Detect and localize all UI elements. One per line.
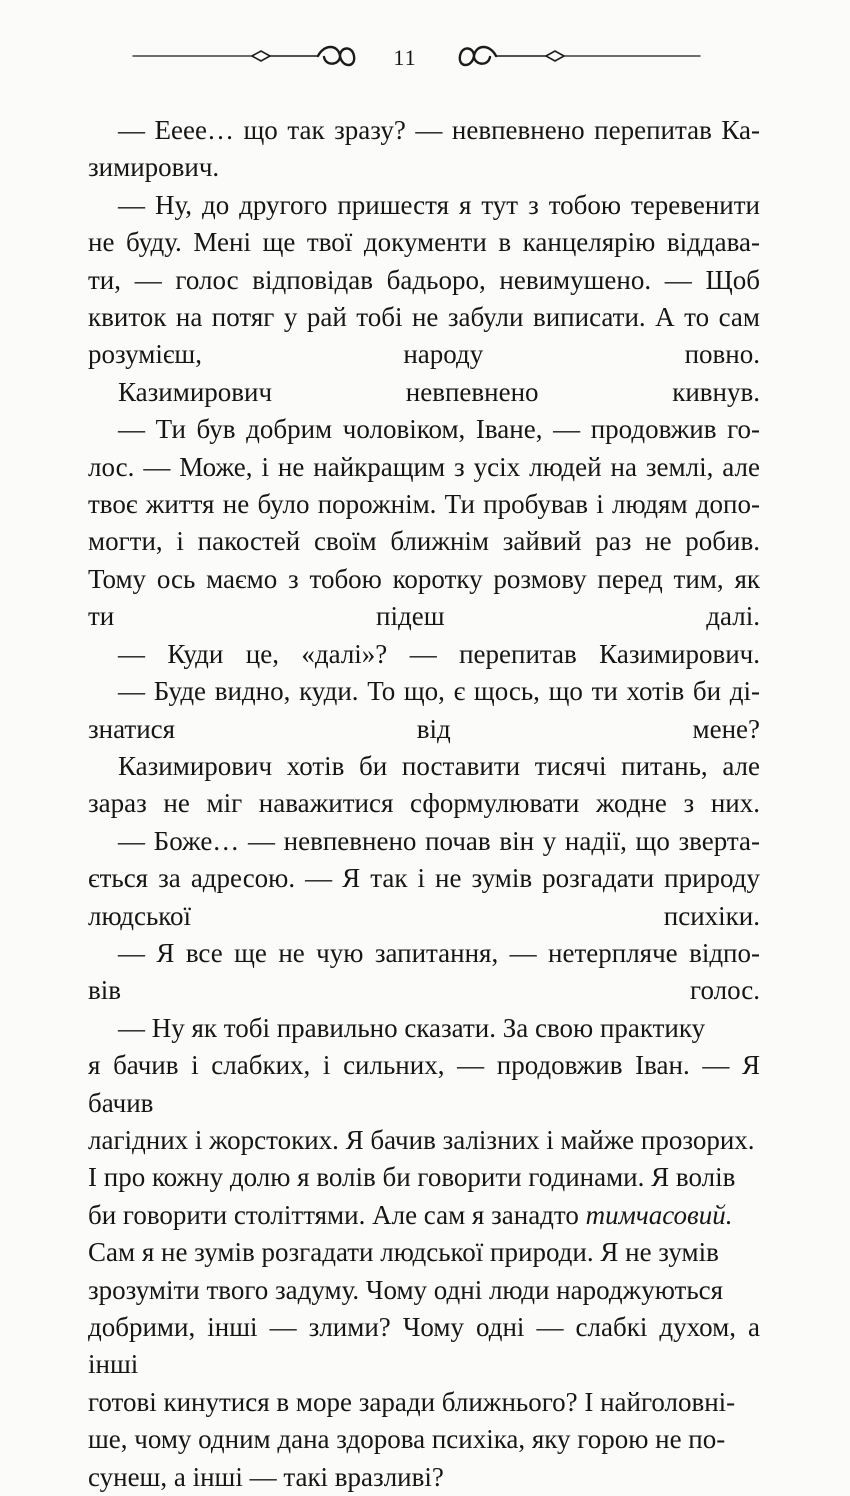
text-line: — Я все ще не чую запитання, — нетерпляче відпо-: [118, 937, 760, 968]
text-line: зрозуміти твого задуму. Чому одні люди народжуються: [88, 1274, 724, 1305]
text-line: квиток на потяг у рай тобі не забули виписати. А то сам: [88, 302, 760, 333]
text-line: не буду. Мені ще твої документи в канцелярію віддава-: [88, 227, 760, 258]
text-line: людської психіки.: [88, 900, 760, 931]
text-line: Казимирович невпевнено кивнув.: [118, 376, 760, 407]
text-line: би говорити століттями. Але сам я занадто: [88, 1199, 586, 1230]
text-line: зимирович.: [88, 152, 220, 183]
text-line: ти підеш далі.: [88, 601, 760, 632]
text-line: Казимирович хотів би поставити тисячі питань, але: [118, 750, 760, 781]
text-line: сунеш, а інші — такі вразливі?: [88, 1461, 444, 1492]
paragraph: [88, 636, 760, 673]
text-line: зараз не міг наважитися сформулювати жодне з них.: [88, 788, 760, 819]
text-line: Сам я не зумів розгадати людської природи. Я не зумів: [88, 1237, 719, 1268]
text-line: — Боже… — невпевнено почав він у надії, що зверта-: [118, 825, 760, 856]
page-number: 11: [393, 45, 417, 70]
paragraph: [88, 411, 760, 635]
paragraph: [88, 374, 760, 411]
text-line: — Ну як тобі правильно сказати. За свою практику: [118, 1012, 706, 1043]
text-line: лос. — Може, і не найкращим з усіх людей на землі, але: [88, 451, 760, 482]
text-line: ти, — голос відповідав бадьоро, невимушено. — Щоб: [88, 264, 760, 295]
text-line: вів голос.: [88, 975, 760, 1006]
text-line: — Буде видно, куди. То що, є щось, що ти хотів би ді-: [118, 676, 760, 707]
emphasized-word: тимчасовий.: [585, 1199, 733, 1230]
text-line: — Куди це, «далі»? — перепитав Казимирович.: [118, 638, 760, 669]
text-line: могти, і пакостей своїм ближнім зайвий раз не робив.: [88, 526, 760, 557]
paragraph: [88, 673, 760, 748]
paragraph: [88, 112, 760, 187]
body-text: [88, 112, 760, 1496]
text-line: я бачив і слабких, і сильних, — продовжив Іван. — Я бачив: [88, 1050, 760, 1118]
text-line: — Ти був добрим чоловіком, Іване, — продовжив го-: [118, 414, 760, 445]
text-line: — Ееее… що так зразу? — невпевнено перепитав Ка-: [118, 115, 760, 145]
text-line: твоє життя не було порожнім. Ти пробував і людям допо-: [88, 489, 760, 520]
paragraph: [88, 823, 760, 935]
text-line: — Ну, до другого пришестя я тут з тобою теревенити: [118, 189, 760, 220]
paragraph: [88, 1010, 760, 1496]
text-line: І про кожну долю я волів би говорити годинами. Я волів: [88, 1162, 736, 1193]
text-line: лагідних і жорстоких. Я бачив залізних і майже прозорих.: [88, 1124, 755, 1155]
page-header: [0, 38, 850, 78]
text-line: знатися від мене?: [88, 713, 760, 744]
text-line: розумієш, народу повно.: [88, 339, 760, 370]
paragraph: [88, 748, 760, 823]
paragraph: [88, 935, 760, 1010]
text-line: готові кинутися в море заради ближнього? І найголовні-: [88, 1386, 736, 1417]
text-line: Тому ось маємо з тобою коротку розмову перед тим, як: [88, 563, 760, 594]
text-line: ше, чому одним дана здорова психіка, яку горою не по-: [88, 1424, 726, 1455]
text-line: добрими, інші — злими? Чому одні — слабкі духом, а інші: [88, 1312, 760, 1380]
text-line: ється за адресою. — Я так і не зумів розгадати природу: [88, 863, 760, 894]
paragraph: [88, 187, 760, 374]
